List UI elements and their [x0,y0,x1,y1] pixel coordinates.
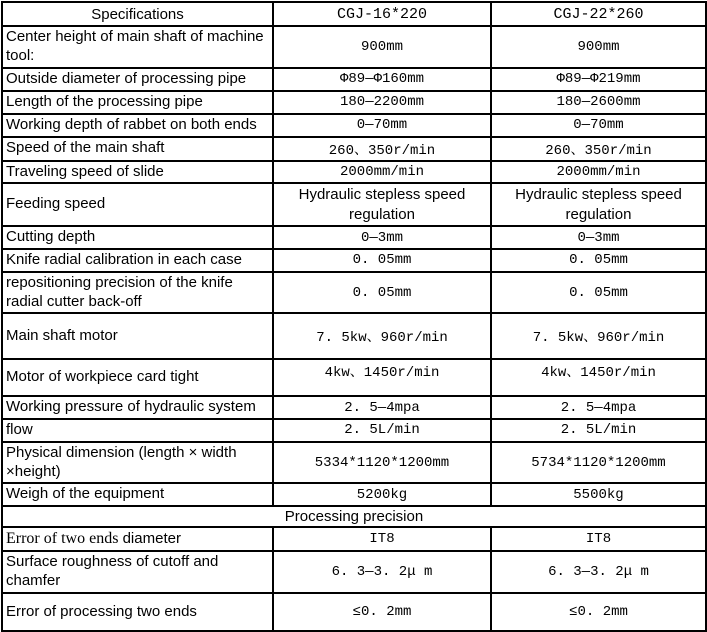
table-row [2,551,706,593]
table-row [2,226,706,249]
spec-value-model2: 0—70mm [491,114,706,137]
spec-label [2,527,273,551]
spec-value-model1: 5200kg [273,483,491,506]
spec-value-model1: 0—70mm [273,114,491,137]
spec-value-model1: IT8 [273,527,491,551]
spec-value-model2: 2. 5L/min [491,419,706,442]
spec-value-model1: 6. 3—3. 2μ m [273,551,491,593]
spec-value-model1: 2000mm/min [273,161,491,184]
spec-label: Surface roughness of cutoff and chamfer [2,551,273,593]
spec-value-model2: 180—2600mm [491,91,706,114]
spec-value-model2: 7. 5kw、960r/min [491,313,706,359]
spec-value-model2: 5734*1120*1200mm [491,442,706,484]
spec-label: Feeding speed [2,183,273,226]
table-row [2,91,706,114]
table-row [2,161,706,184]
spec-label: Working pressure of hydraulic system [2,396,273,419]
table-header-row [2,2,706,26]
spec-label-serif-part: Error of two ends [6,530,119,547]
spec-value-model2: 900mm [491,26,706,68]
table-row [2,183,706,226]
table-row [2,442,706,484]
spec-value-model2: Hydraulic stepless speed regulation [491,183,706,226]
spec-value-model2: 4kw、1450r/min [491,359,706,396]
spec-value-model1: 4kw、1450r/min [273,359,491,396]
table-row [2,249,706,272]
spec-label: Working depth of rabbet on both ends [2,114,273,137]
spec-value-model2: 0—3mm [491,226,706,249]
specifications-header: Specifications [2,2,273,26]
spec-label: Physical dimension (length × width ×height) [2,442,273,484]
table-row [2,527,706,551]
spec-value-model2: 0. 05mm [491,272,706,314]
spec-value-model1: 7. 5kw、960r/min [273,313,491,359]
table-row [2,313,706,359]
spec-value-model2: 0. 05mm [491,249,706,272]
spec-label: flow [2,419,273,442]
spec-label: Main shaft motor [2,313,273,359]
table-row [2,396,706,419]
spec-value-model2: ≤0. 2mm [491,593,706,631]
spec-label: Motor of workpiece card tight [2,359,273,396]
spec-value-model2: IT8 [491,527,706,551]
spec-value-model1: Φ89—Φ160mm [273,68,491,91]
spec-value-model1: 180—2200mm [273,91,491,114]
spec-value-model1: 0. 05mm [273,249,491,272]
spec-value-model1: Hydraulic stepless speed regulation [273,183,491,226]
spec-value-model2: 5500kg [491,483,706,506]
spec-label: Speed of the main shaft [2,137,273,161]
table-row [2,593,706,631]
spec-value-model1: 0—3mm [273,226,491,249]
spec-value-model1: 260、350r/min [273,137,491,161]
spec-value-model1: 900mm [273,26,491,68]
table-row [2,483,706,506]
spec-value-model1: 0. 05mm [273,272,491,314]
spec-value-model2: Φ89—Φ219mm [491,68,706,91]
table-row [2,359,706,396]
spec-label: Center height of main shaft of machine tool: [2,26,273,68]
spec-label: Weigh of the equipment [2,483,273,506]
processing-precision-section-title: Processing precision [2,506,706,527]
specifications-table [1,1,707,632]
model2-header: CGJ-22*260 [491,2,706,26]
spec-label: Traveling speed of slide [2,161,273,184]
table-row [2,419,706,442]
spec-label: Outside diameter of processing pipe [2,68,273,91]
spec-value-model1: 2. 5L/min [273,419,491,442]
table-row [2,68,706,91]
table-row [2,26,706,68]
spec-label: Error of processing two ends [2,593,273,631]
spec-label: Length of the processing pipe [2,91,273,114]
spec-value-model2: 260、350r/min [491,137,706,161]
table-row [2,114,706,137]
section-row [2,506,706,527]
spec-label: repositioning precision of the knife radial cutter back-off [2,272,273,314]
spec-value-model1: ≤0. 2mm [273,593,491,631]
spec-value-model1: 5334*1120*1200mm [273,442,491,484]
spec-value-model2: 6. 3—3. 2μ m [491,551,706,593]
spec-value-model1: 2. 5—4mpa [273,396,491,419]
spec-value-model2: 2. 5—4mpa [491,396,706,419]
spec-label: Cutting depth [2,226,273,249]
model1-header: CGJ-16*220 [273,2,491,26]
table-row [2,272,706,314]
spec-value-model2: 2000mm/min [491,161,706,184]
spec-label: Knife radial calibration in each case [2,249,273,272]
table-row [2,137,706,161]
spec-label-sans-part: diameter [118,530,181,547]
